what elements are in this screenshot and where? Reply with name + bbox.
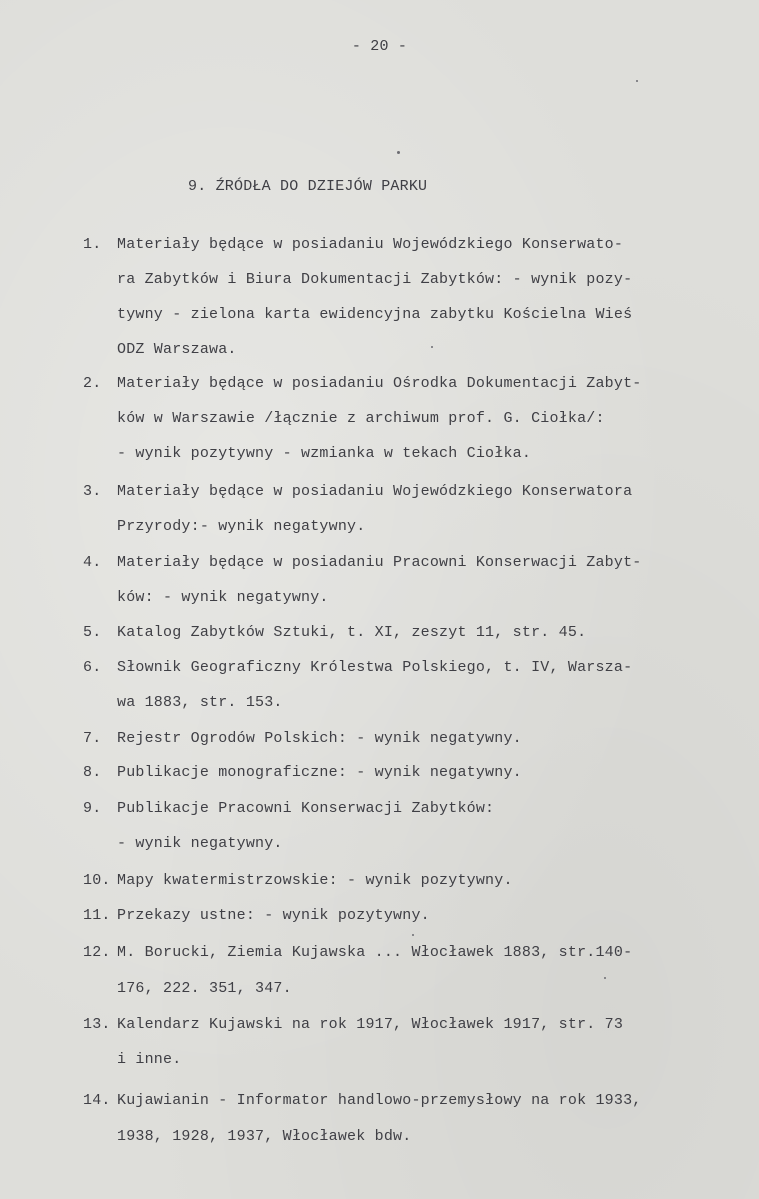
list-item-line: - wynik negatywny. xyxy=(117,835,283,852)
list-item-number: 11. xyxy=(83,907,111,924)
list-item-number: 13. xyxy=(83,1016,111,1033)
list-item-line: Materiały będące w posiadaniu Ośrodka Dokumentacji Zabyt- xyxy=(117,375,642,392)
list-item-line: wa 1883, str. 153. xyxy=(117,694,283,711)
list-item-number: 4. xyxy=(83,554,102,571)
list-item-line: Publikacje monograficzne: - wynik negatywny. xyxy=(117,764,522,781)
list-item-number: 3. xyxy=(83,483,102,500)
list-item-line: ODZ Warszawa. xyxy=(117,341,237,358)
list-item-line: Kalendarz Kujawski na rok 1917, Włocławek 1917, str. 73 xyxy=(117,1016,624,1033)
list-item-line: Słownik Geograficzny Królestwa Polskiego, t. IV, Warsza- xyxy=(117,659,633,676)
list-item-line: - wynik pozytywny - wzmianka w tekach Ciołka. xyxy=(117,445,532,462)
list-item-line: ra Zabytków i Biura Dokumentacji Zabytków: - wynik pozy- xyxy=(117,271,633,288)
section-title: 9. ŹRÓDŁA DO DZIEJÓW PARKU xyxy=(188,178,428,195)
list-item-line: 1938, 1928, 1937, Włocławek bdw. xyxy=(117,1128,412,1145)
scan-speck xyxy=(604,977,606,979)
list-item-line: Mapy kwatermistrzowskie: - wynik pozytywny. xyxy=(117,872,513,889)
list-item-line: ków w Warszawie /łącznie z archiwum prof. G. Ciołka/: xyxy=(117,410,605,427)
scan-speck xyxy=(397,151,400,154)
list-item-line: Katalog Zabytków Sztuki, t. XI, zeszyt 11, str. 45. xyxy=(117,624,587,641)
list-item-number: 2. xyxy=(83,375,102,392)
scan-speck xyxy=(412,934,414,936)
list-item-line: tywny - zielona karta ewidencyjna zabytku Kościelna Wieś xyxy=(117,306,633,323)
scan-speck xyxy=(431,346,433,348)
list-item-number: 12. xyxy=(83,944,111,961)
list-item-line: M. Borucki, Ziemia Kujawska ... Włocławek 1883, str.140- xyxy=(117,944,633,961)
list-item-line: Materiały będące w posiadaniu Pracowni Konserwacji Zabyt- xyxy=(117,554,642,571)
list-item-line: Przyrody:- wynik negatywny. xyxy=(117,518,366,535)
list-item-number: 7. xyxy=(83,730,102,747)
page-number: - 20 - xyxy=(351,38,408,55)
list-item-line: Publikacje Pracowni Konserwacji Zabytków: xyxy=(117,800,495,817)
list-item-number: 8. xyxy=(83,764,102,781)
list-item-line: Materiały będące w posiadaniu Wojewódzkiego Konserwatora xyxy=(117,483,633,500)
scan-speck xyxy=(636,80,638,82)
list-item-number: 14. xyxy=(83,1092,111,1109)
list-item-line: Materiały będące w posiadaniu Wojewódzkiego Konserwato- xyxy=(117,236,624,253)
list-item-line: ków: - wynik negatywny. xyxy=(117,589,329,606)
list-item-number: 1. xyxy=(83,236,102,253)
list-item-line: Kujawianin - Informator handlowo-przemysłowy na rok 1933, xyxy=(117,1092,642,1109)
list-item-number: 6. xyxy=(83,659,102,676)
list-item-line: 176, 222. 351, 347. xyxy=(117,980,292,997)
list-item-line: i inne. xyxy=(117,1051,182,1068)
list-item-number: 9. xyxy=(83,800,102,817)
list-item-line: Przekazy ustne: - wynik pozytywny. xyxy=(117,907,430,924)
list-item-line: Rejestr Ogrodów Polskich: - wynik negatywny. xyxy=(117,730,522,747)
list-item-number: 5. xyxy=(83,624,102,641)
list-item-number: 10. xyxy=(83,872,111,889)
